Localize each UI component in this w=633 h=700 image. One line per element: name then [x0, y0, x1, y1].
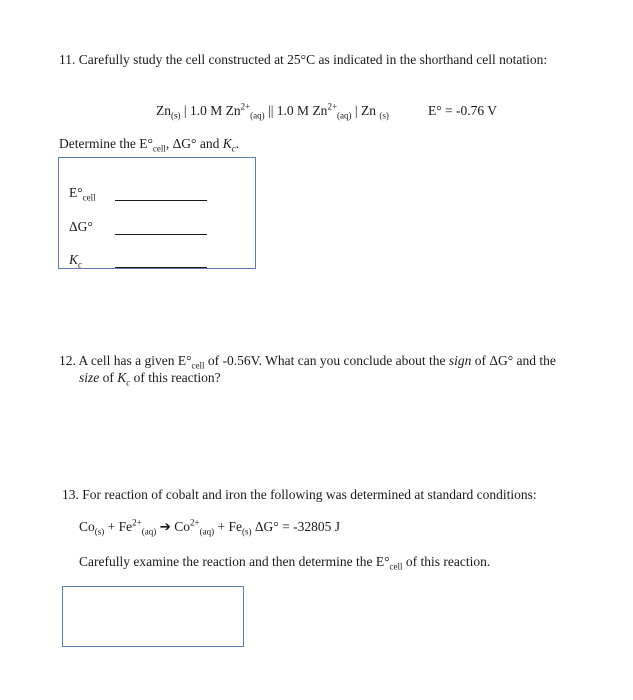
q11-standard-potential: E° = -0.76 V [428, 103, 498, 118]
q11-stem: 11. Carefully study the cell constructed at 25°C as indicated in the shorthand cell notation: [59, 52, 548, 67]
q11-instruction: Determine the $E^\circ_{cell}$, ΔG° and $K_c$. [59, 136, 240, 154]
kc-answer-row [69, 250, 207, 268]
q13-reaction: $Co_{(s)} + Fe^{2+}_{(aq)}$ ➔ $Co^{2+}_{(aq)} + Fe_{(s)}$ ΔG° = -32805 J [79, 517, 340, 537]
q11-cell-notation: $Zn_{(s)}$ | 1.0 M $Zn^{2+}_{(aq)}$ || 1.0 M $Zn^{2+}_{(aq)}$ | Zn $_{(s)}$ [156, 101, 389, 121]
dg-answer-row [69, 217, 207, 235]
q12-line-2: size of $K_c$ of this reaction? [79, 370, 221, 388]
q13-stem: 13. For reaction of cobalt and iron the following was determined at standard conditions: [62, 487, 537, 502]
q13-answer-box[interactable] [62, 586, 244, 647]
kc-label: $K_c$ [69, 252, 83, 270]
ecell-answer-row [69, 183, 207, 201]
q12-line-1: 12. A cell has a given $E^\circ_{cell}$ of -0.56V. What can you conclude about the sign of ΔG° and the [59, 353, 556, 371]
reaction-arrow-icon: ➔ [156, 519, 175, 534]
q13-instruction: Carefully examine the reaction and then determine the $E^\circ_{cell}$ of this reaction. [79, 554, 491, 572]
kc-answer-blank[interactable] [115, 253, 207, 268]
ecell-label: $E^\circ_{cell}$ [69, 185, 96, 203]
dg-label: ΔG° [69, 219, 93, 234]
dg-answer-blank[interactable] [115, 220, 207, 235]
q11-answer-box [58, 157, 256, 269]
ecell-answer-blank[interactable] [115, 186, 207, 201]
